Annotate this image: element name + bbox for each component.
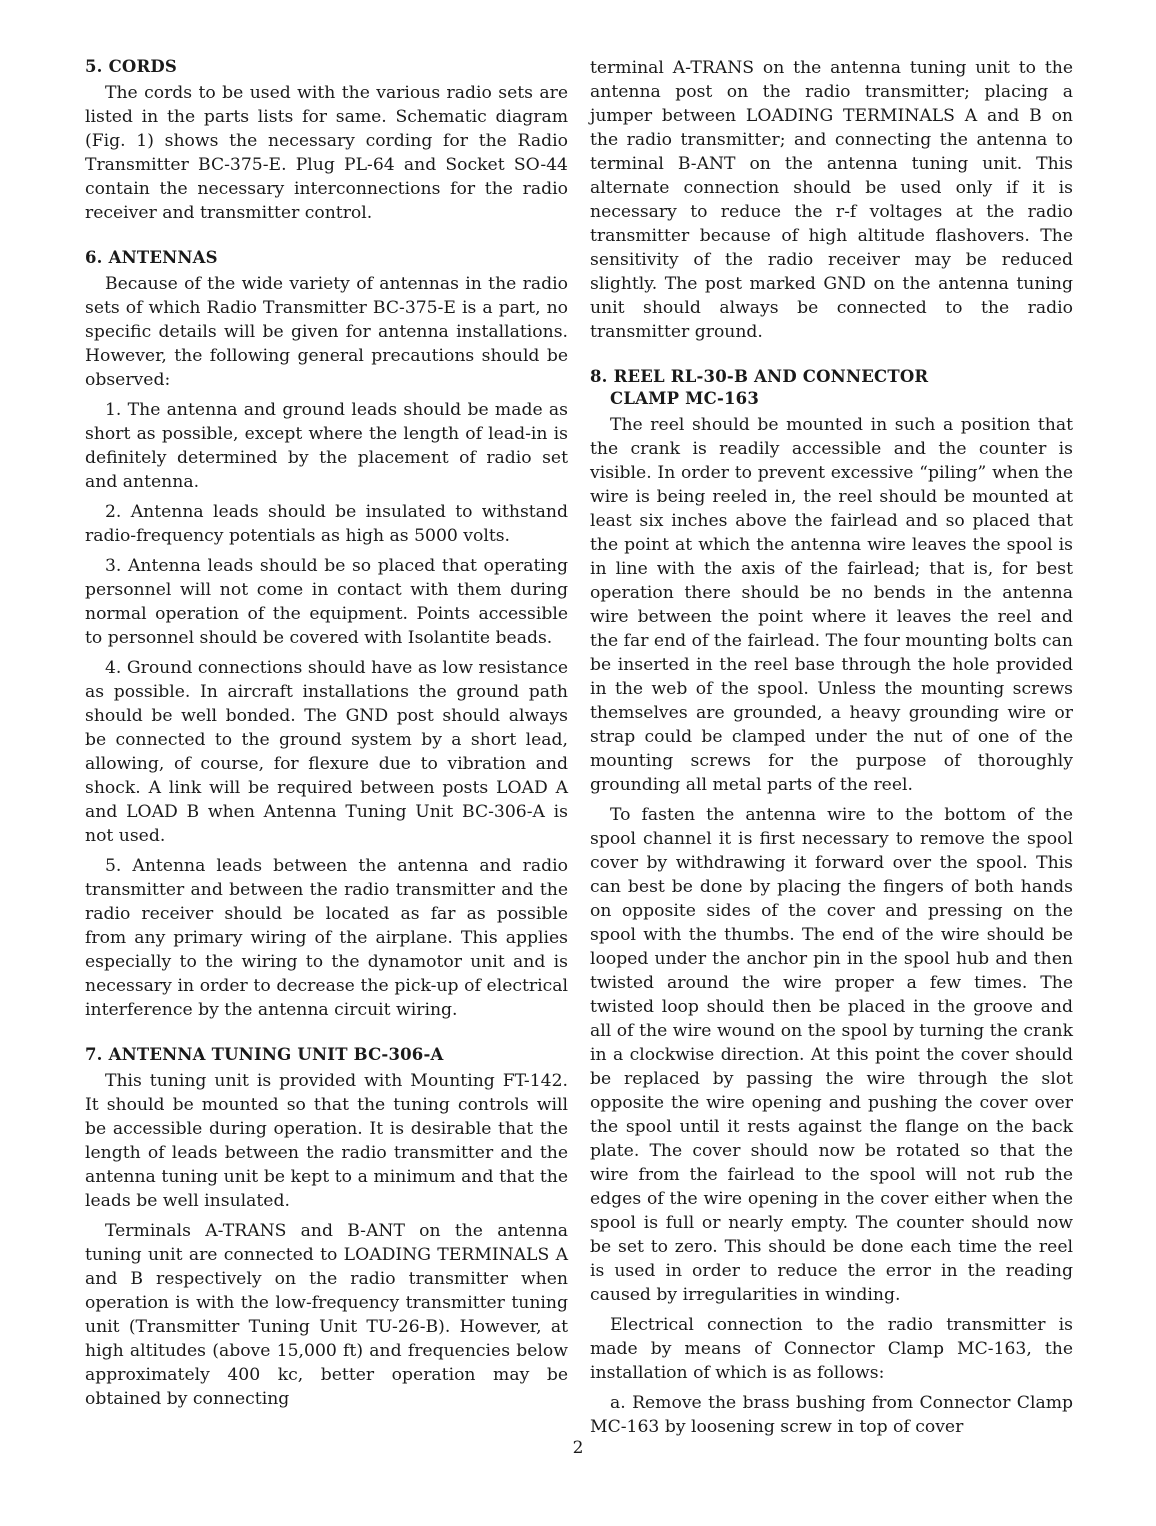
page-number: 2	[572, 1438, 584, 1458]
paragraph: Terminals A-TRANS and B-ANT on the antenna tuning unit are connected to LOADING TERMINALS A and B respectively on the radio transmitter when operation is with the low-frequency transmitter tuning unit (Transmitter Tuning Unit TU-26-B). However, at high altitudes (above 15,000 ft) and frequencies below approximately 400 kc, better operation may be obtained by connecting	[85, 1221, 568, 1409]
paragraph: The reel should be mounted in such a position that the crank is readily accessible and the counter is visible. In order to prevent excessive “piling” when the wire is being reeled in, the reel should be mounted at least six inches above the fairlead and so placed that the point at which the antenna wire leaves the spool is in line with the axis of the fairlead; that is, for best operation there should be no bends in the antenna wire between the point where it leaves the reel and the far end of the fairlead. The four mounting bolts can be inserted in the reel base through the hole provided in the web of the spool. Unless the mounting screws themselves are grounded, a heavy grounding wire or strap could be clamped under the nut of one of the mounting screws for the purpose of thoroughly grounding all metal parts of the reel.	[590, 415, 1073, 795]
paragraph: 1. The antenna and ground leads should be made as short as possible, except where the length of lead-in is definitely determined by the placement of radio set and antenna.	[85, 400, 568, 492]
section-heading-text: 5. CORDS	[85, 57, 178, 76]
section-heading	[85, 56, 568, 78]
paragraph: 3. Antenna leads should be so placed that operating personnel will not come in contact with them during normal operation of the equipment. Points accessible to personnel should be covered with Isolantite beads.	[85, 556, 568, 648]
paragraph: 4. Ground connections should have as low resistance as possible. In aircraft installations the ground path should be well bonded. The GND post should always be connected to the ground system by a short lead, allowing, of course, for flexure due to vibration and shock. A link will be required between posts LOAD A and LOAD B when Antenna Tuning Unit BC-306-A is not used.	[85, 658, 568, 846]
paragraph: This tuning unit is provided with Mounting FT-142. It should be mounted so that the tuning controls will be accessible during operation. It is desirable that the length of leads between the radio transmitter and the antenna tuning unit be kept to a minimum and that the leads be well insulated.	[85, 1071, 568, 1211]
paragraph: 2. Antenna leads should be insulated to withstand radio-frequency potentials as high as 5000 volts.	[85, 502, 568, 546]
paragraph: a. Remove the brass bushing from Connector Clamp MC-163 by loosening screw in top of cover	[590, 1393, 1073, 1437]
paragraph: The cords to be used with the various radio sets are listed in the parts lists for same. Schematic diagram (Fig. 1) shows the necessary cording for the Radio Transmitter BC-375-E. Plug PL-64 and Socket SO-44 contain the necessary interconnections for the radio receiver and transmitter control.	[85, 83, 568, 223]
section-heading-text: 6. ANTENNAS	[85, 248, 218, 267]
left-column	[85, 56, 568, 1417]
section-heading-text: 8. REEL RL-30-B AND CONNECTOR	[590, 367, 929, 386]
paragraph: To fasten the antenna wire to the bottom of the spool channel it is first necessary to remove the spool cover by withdrawing it forward over the spool. This can best be done by placing the fingers of both hands on opposite sides of the cover and pressing on the spool with the thumbs. The end of the wire should be looped under the anchor pin in the spool hub and then twisted around the wire proper a few times. The twisted loop should then be placed in the groove and all of the wire wound on the spool by turning the crank in a clockwise direction. At this point the cover should be replaced by passing the wire through the slot opposite the wire opening and pushing the cover over the spool until it rests against the flange on the back plate. The cover should now be rotated so that the wire from the fairlead to the spool will not rub the edges of the wire opening in the cover either when the spool is full or nearly empty. The counter should now be set to zero. This should be done each time the reel is used in order to reduce the error in the reading caused by irregularities in winding.	[590, 805, 1073, 1305]
paragraph: Because of the wide variety of antennas in the radio sets of which Radio Transmitter BC-375-E is a part, no specific details will be given for antenna installations. However, the following general precautions should be observed:	[85, 274, 568, 390]
right-column	[590, 56, 1073, 1445]
section-heading	[85, 1044, 568, 1066]
section-heading	[590, 366, 1073, 410]
section-heading-text: 7. ANTENNA TUNING UNIT BC-306-A	[85, 1045, 444, 1064]
section-heading	[85, 247, 568, 269]
paragraph: Electrical connection to the radio transmitter is made by means of Connector Clamp MC-163, the installation of which is as follows:	[590, 1315, 1073, 1383]
paragraph: 5. Antenna leads between the antenna and radio transmitter and between the radio transmitter and the radio receiver should be located as far as possible from any primary wiring of the airplane. This applies especially to the wiring to the dynamotor unit and is necessary in order to decrease the pick-up of electrical interference by the antenna circuit wiring.	[85, 856, 568, 1020]
paragraph: terminal A-TRANS on the antenna tuning unit to the antenna post on the radio transmitter; placing a jumper between LOADING TERMINALS A and B on the radio transmitter; and connecting the antenna to terminal B-ANT on the antenna tuning unit. This alternate connection should be used only if it is necessary to reduce the r-f voltages at the radio transmitter because of high altitude flashovers. The sensitivity of the radio receiver may be reduced slightly. The post marked GND on the antenna tuning unit should always be connected to the radio transmitter ground.	[590, 58, 1073, 342]
section-heading-continuation: CLAMP MC-163	[610, 389, 760, 408]
